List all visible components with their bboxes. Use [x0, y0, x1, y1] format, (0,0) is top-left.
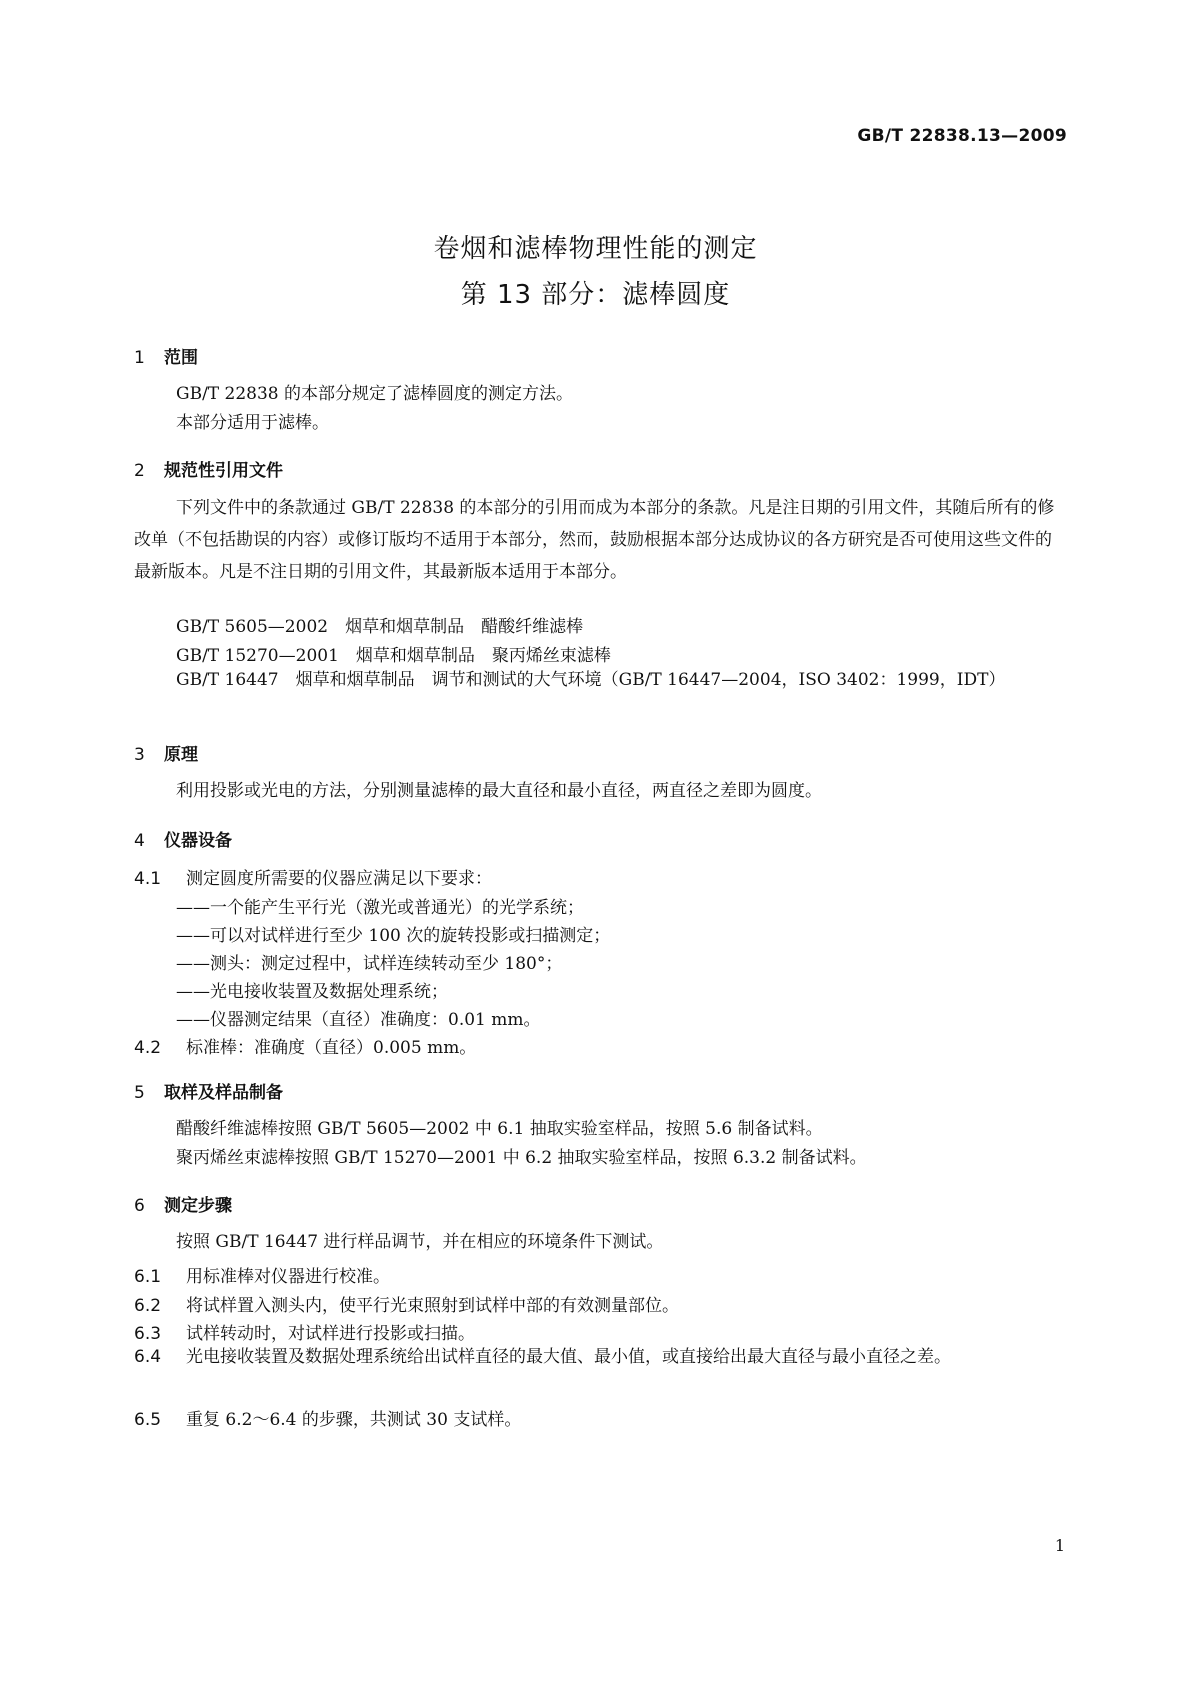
clause-number: 6.4: [134, 1347, 162, 1367]
standard-code: GB/T 22838.13—2009: [857, 126, 1067, 146]
requirement-item: ——光电接收装置及数据处理系统；: [176, 982, 448, 1002]
section-number: 2: [134, 461, 145, 481]
section-3-heading: [134, 740, 198, 765]
page-number: 1: [1054, 1536, 1065, 1555]
requirement-item: ——测头：测定过程中，试样连续转动至少 180°；: [176, 954, 563, 974]
clause-number: 6.1: [134, 1267, 162, 1287]
section-2-heading: [134, 456, 283, 481]
clause-6-5: [134, 1405, 521, 1430]
section-number: 3: [134, 745, 145, 765]
clause-text: 重复 6.2～6.4 的步骤，共测试 30 支试样。: [186, 1410, 522, 1430]
section-number: 1: [134, 348, 145, 368]
document-title: 卷烟和滤棒物理性能的测定: [433, 234, 758, 264]
reference-item: GB/T 16447 烟草和烟草制品 调节和测试的大气环境（GB/T 16447—2004，ISO 3402：1999，IDT）: [176, 670, 1006, 690]
section-title: 取样及样品制备: [164, 1083, 283, 1103]
paragraph: 聚丙烯丝束滤棒按照 GB/T 15270—2001 中 6.2 抽取实验室样品，按照 6.3.2 制备试料。: [176, 1148, 867, 1168]
section-title: 测定步骤: [164, 1196, 232, 1216]
paragraph: 下列文件中的条款通过 GB/T 22838 的本部分的引用而成为本部分的条款。凡是注日期的引用文件，其随后所有的修改单（不包括勘误的内容）或修订版均不适用于本部分，然而，鼓励根据本部分达成协议的各方研究是否可使用这些文件的最新版本。凡是不注日期的引用文件，其最新版本适用于本部分。: [134, 498, 1055, 582]
reference-item: GB/T 5605—2002 烟草和烟草制品 醋酸纤维滤棒: [176, 617, 584, 637]
clause-text: 测定圆度所需要的仪器应满足以下要求：: [186, 869, 492, 889]
requirement-item: ——一个能产生平行光（激光或普通光）的光学系统；: [176, 898, 584, 918]
clause-4-1: [134, 864, 492, 889]
requirement-item: ——可以对试样进行至少 100 次的旋转投影或扫描测定；: [176, 926, 611, 946]
clause-text: 将试样置入测头内，使平行光束照射到试样中部的有效测量部位。: [186, 1296, 679, 1316]
clause-text: 试样转动时，对试样进行投影或扫描。: [186, 1324, 475, 1344]
clause-number: 4.2: [134, 1038, 162, 1058]
section-number: 6: [134, 1196, 145, 1216]
section-number: 5: [134, 1083, 145, 1103]
clause-6-1: [134, 1262, 390, 1287]
paragraph: 按照 GB/T 16447 进行样品调节，并在相应的环境条件下测试。: [176, 1232, 664, 1252]
clause-text: 标准棒：准确度（直径）0.005 mm。: [186, 1038, 477, 1058]
section-6-heading: [134, 1191, 232, 1216]
clause-number: 6.3: [134, 1324, 162, 1344]
clause-text: 用标准棒对仪器进行校准。: [186, 1267, 390, 1287]
document-subtitle: 第 13 部分：滤棒圆度: [460, 280, 731, 310]
clause-text: 光电接收装置及数据处理系统给出试样直径的最大值、最小值，或直接给出最大直径与最小直径之差。: [186, 1347, 951, 1367]
section-1-heading: [134, 343, 198, 368]
section-4-heading: [134, 826, 232, 851]
clause-number: 6.5: [134, 1410, 162, 1430]
section-title: 原理: [164, 745, 198, 765]
reference-item: GB/T 15270—2001 烟草和烟草制品 聚丙烯丝束滤棒: [176, 646, 611, 666]
clause-6-2: [134, 1291, 679, 1316]
paragraph: 利用投影或光电的方法，分别测量滤棒的最大直径和最小直径，两直径之差即为圆度。: [176, 781, 822, 801]
clause-number: 6.2: [134, 1296, 162, 1316]
paragraph: GB/T 22838 的本部分规定了滤棒圆度的测定方法。: [176, 384, 574, 404]
section-title: 规范性引用文件: [164, 461, 283, 481]
section-5-heading: [134, 1078, 283, 1103]
requirement-item: ——仪器测定结果（直径）准确度：0.01 mm。: [176, 1010, 541, 1030]
paragraph: 醋酸纤维滤棒按照 GB/T 5605—2002 中 6.1 抽取实验室样品，按照 5.6 制备试料。: [176, 1119, 823, 1139]
paragraph: 本部分适用于滤棒。: [176, 413, 329, 433]
section-title: 仪器设备: [164, 831, 232, 851]
clause-6-4: [134, 1341, 1058, 1373]
section-number: 4: [134, 831, 145, 851]
clause-4-2: [134, 1033, 476, 1058]
section-title: 范围: [164, 348, 198, 368]
clause-number: 4.1: [134, 869, 162, 889]
